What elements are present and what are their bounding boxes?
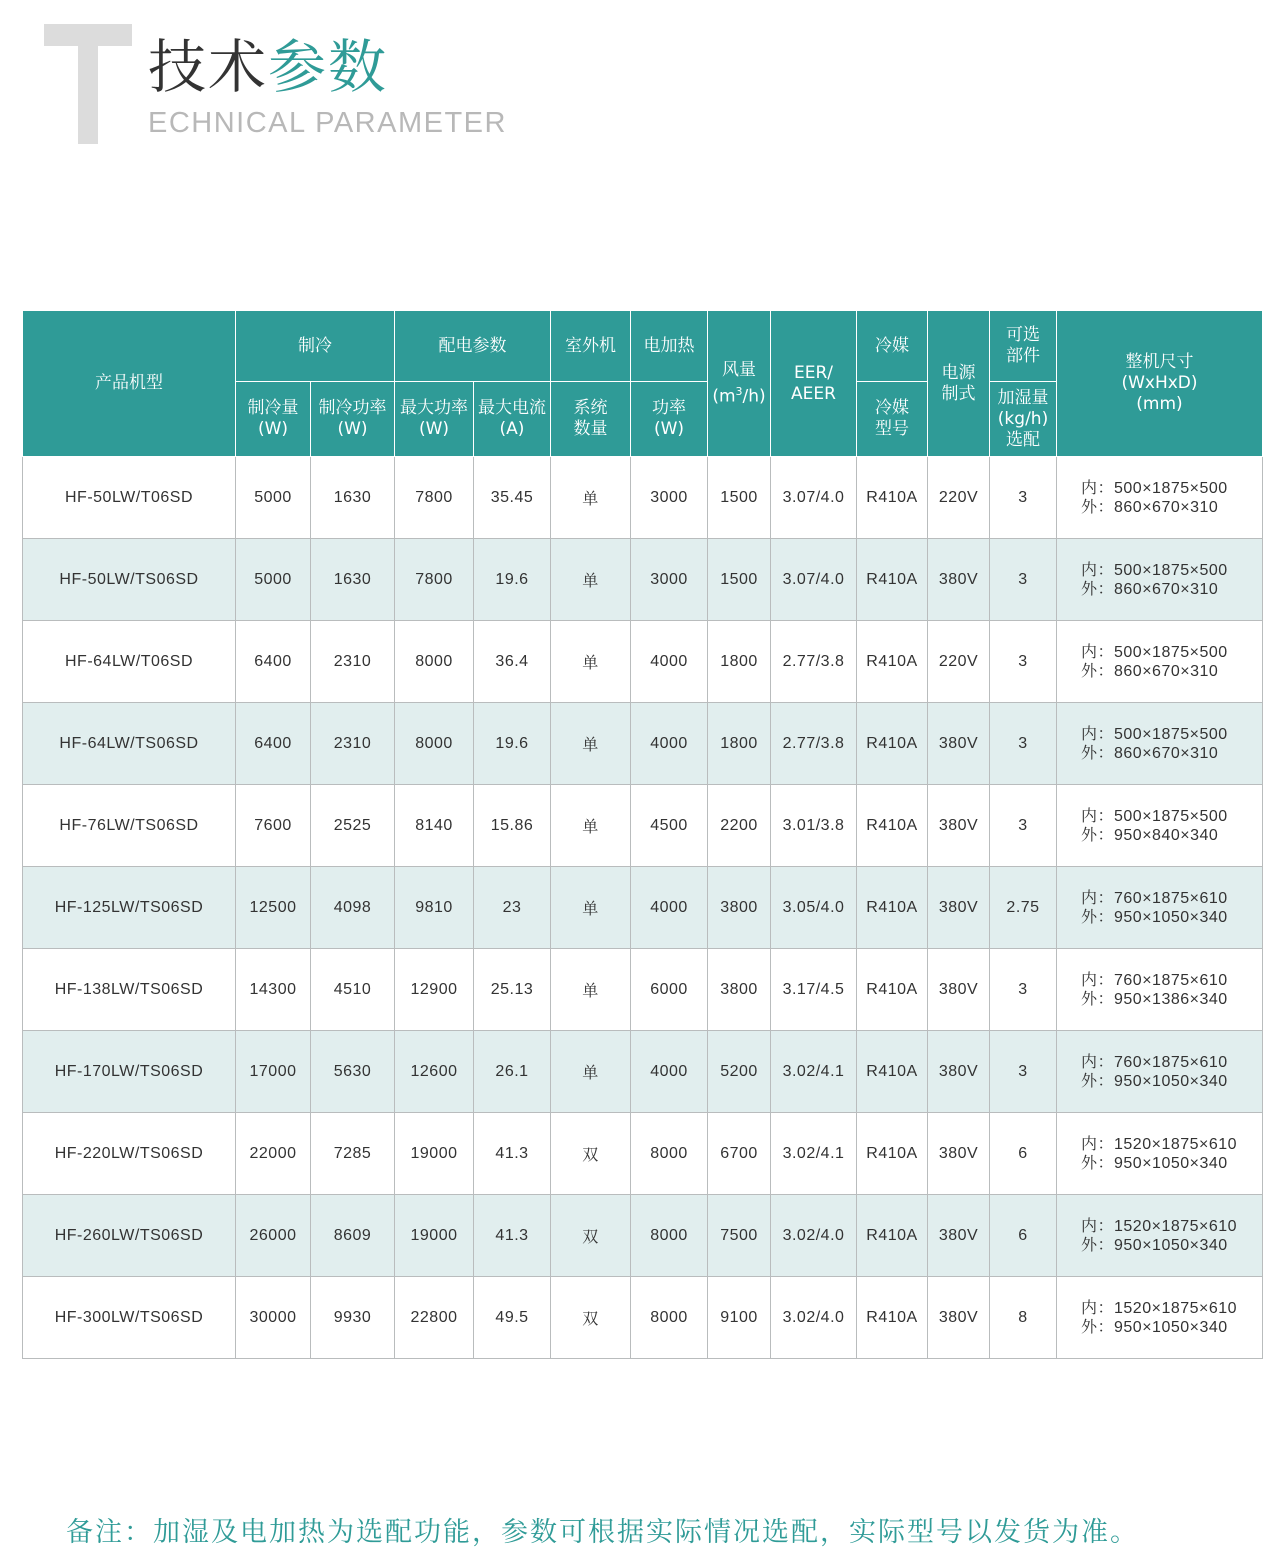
table-row [23, 1195, 1263, 1277]
cell-model: HF-300LW/TS06SD [23, 1277, 236, 1359]
cell-cool-cap: 7600 [236, 785, 311, 867]
dimension-indoor: 内：760×1875×610 [1081, 1053, 1228, 1071]
dimension-outdoor: 外：860×670×310 [1081, 580, 1219, 598]
cell-cool-cap: 6400 [236, 703, 311, 785]
cell-cool-pow: 4098 [311, 867, 395, 949]
cell-air: 3800 [708, 867, 771, 949]
cell-max-pow: 8000 [395, 621, 474, 703]
cell-ref: R410A [857, 1277, 928, 1359]
cell-max-pow: 8140 [395, 785, 474, 867]
cell-ref: R410A [857, 949, 928, 1031]
header-power-distribution: 配电参数 [395, 311, 551, 382]
cell-model: HF-170LW/TS06SD [23, 1031, 236, 1113]
cell-dimensions [1057, 1195, 1263, 1277]
cell-sys: 单 [551, 703, 631, 785]
cell-humid: 3 [990, 1031, 1057, 1113]
cell-humid: 3 [990, 949, 1057, 1031]
cell-max-cur: 36.4 [474, 621, 551, 703]
cell-power: 380V [928, 703, 990, 785]
cell-dimensions [1057, 703, 1263, 785]
cell-eer: 2.77/3.8 [771, 703, 857, 785]
cell-max-pow: 12900 [395, 949, 474, 1031]
cell-power: 380V [928, 1277, 990, 1359]
cell-sys: 双 [551, 1113, 631, 1195]
title-accent-part: 参数 [268, 33, 389, 101]
cell-max-pow: 8000 [395, 703, 474, 785]
dimension-indoor: 内：500×1875×500 [1081, 725, 1228, 743]
cell-max-cur: 41.3 [474, 1113, 551, 1195]
cell-power: 220V [928, 621, 990, 703]
dimension-outdoor: 外：950×1050×340 [1081, 908, 1228, 926]
header-cooling: 制冷 [236, 311, 395, 382]
cell-power: 380V [928, 1113, 990, 1195]
cell-heat: 8000 [631, 1277, 708, 1359]
table-row [23, 703, 1263, 785]
cell-heat: 4500 [631, 785, 708, 867]
cell-air: 6700 [708, 1113, 771, 1195]
table-header [23, 311, 1263, 457]
dimension-outdoor: 外：860×670×310 [1081, 498, 1219, 516]
dimension-outdoor: 外：950×1050×340 [1081, 1072, 1228, 1090]
cell-eer: 3.01/3.8 [771, 785, 857, 867]
cell-cool-cap: 22000 [236, 1113, 311, 1195]
table-row [23, 1277, 1263, 1359]
cell-max-cur: 19.6 [474, 539, 551, 621]
cell-ref: R410A [857, 1113, 928, 1195]
cell-air: 1800 [708, 703, 771, 785]
cell-cool-cap: 30000 [236, 1277, 311, 1359]
cell-dimensions [1057, 457, 1263, 539]
cell-power: 220V [928, 457, 990, 539]
page-header [0, 0, 1280, 160]
cell-cool-cap: 14300 [236, 949, 311, 1031]
cell-eer: 2.77/3.8 [771, 621, 857, 703]
header-refrigerant: 冷媒 [857, 311, 928, 382]
cell-heat: 4000 [631, 867, 708, 949]
cell-max-cur: 49.5 [474, 1277, 551, 1359]
dimension-indoor: 内：1520×1875×610 [1081, 1299, 1238, 1317]
cell-max-cur: 15.86 [474, 785, 551, 867]
cell-sys: 单 [551, 867, 631, 949]
header-power-supply: 电源 制式 [928, 311, 990, 457]
header-outdoor-unit: 室外机 [551, 311, 631, 382]
cell-power: 380V [928, 1031, 990, 1113]
cell-eer: 3.07/4.0 [771, 457, 857, 539]
cell-cool-pow: 1630 [311, 539, 395, 621]
header-eer: EER/ AEER [771, 311, 857, 457]
cell-cool-pow: 2525 [311, 785, 395, 867]
cell-power: 380V [928, 867, 990, 949]
cell-model: HF-64LW/TS06SD [23, 703, 236, 785]
cell-ref: R410A [857, 539, 928, 621]
cell-eer: 3.02/4.0 [771, 1277, 857, 1359]
cell-dimensions [1057, 785, 1263, 867]
cell-humid: 3 [990, 457, 1057, 539]
cell-power: 380V [928, 949, 990, 1031]
table-row [23, 867, 1263, 949]
cell-humid: 3 [990, 703, 1057, 785]
cell-ref: R410A [857, 785, 928, 867]
cell-heat: 3000 [631, 457, 708, 539]
cell-model: HF-125LW/TS06SD [23, 867, 236, 949]
cell-max-pow: 7800 [395, 539, 474, 621]
dimension-outdoor: 外：860×670×310 [1081, 744, 1219, 762]
dimension-indoor: 内：500×1875×500 [1081, 807, 1228, 825]
cell-eer: 3.02/4.1 [771, 1113, 857, 1195]
dimension-indoor: 内：1520×1875×610 [1081, 1217, 1238, 1235]
page-title [148, 32, 388, 102]
table-row [23, 1113, 1263, 1195]
cell-cool-cap: 5000 [236, 457, 311, 539]
cell-dimensions [1057, 1031, 1263, 1113]
cell-model: HF-138LW/TS06SD [23, 949, 236, 1031]
header-max-current: 最大电流 (A) [474, 382, 551, 457]
cell-cool-pow: 7285 [311, 1113, 395, 1195]
cell-air: 5200 [708, 1031, 771, 1113]
dimension-indoor: 内：500×1875×500 [1081, 643, 1228, 661]
cell-humid: 3 [990, 539, 1057, 621]
cell-model: HF-76LW/TS06SD [23, 785, 236, 867]
spec-table [22, 310, 1263, 1359]
cell-humid: 8 [990, 1277, 1057, 1359]
header-heater-power: 功率 (W) [631, 382, 708, 457]
cell-max-cur: 26.1 [474, 1031, 551, 1113]
cell-cool-pow: 9930 [311, 1277, 395, 1359]
header-airflow: 风量 $(m^3/h)$ [708, 311, 771, 457]
cell-cool-pow: 1630 [311, 457, 395, 539]
cell-cool-pow: 2310 [311, 621, 395, 703]
cell-heat: 3000 [631, 539, 708, 621]
spec-table-container [22, 310, 1262, 1359]
cell-sys: 单 [551, 785, 631, 867]
cell-heat: 4000 [631, 1031, 708, 1113]
cell-humid: 6 [990, 1195, 1057, 1277]
cell-humid: 3 [990, 621, 1057, 703]
header-system-count: 系统 数量 [551, 382, 631, 457]
table-row [23, 621, 1263, 703]
dimension-outdoor: 外：950×840×340 [1081, 826, 1219, 844]
table-row [23, 539, 1263, 621]
header-humidifier: 加湿量 (kg/h) 选配 [990, 382, 1057, 457]
cell-cool-cap: 5000 [236, 539, 311, 621]
cell-ref: R410A [857, 1195, 928, 1277]
cell-cool-pow: 5630 [311, 1031, 395, 1113]
cell-ref: R410A [857, 1031, 928, 1113]
cell-ref: R410A [857, 457, 928, 539]
cell-air: 7500 [708, 1195, 771, 1277]
cell-eer: 3.07/4.0 [771, 539, 857, 621]
cell-max-pow: 22800 [395, 1277, 474, 1359]
cell-max-cur: 35.45 [474, 457, 551, 539]
cell-sys: 单 [551, 1031, 631, 1113]
footnote: 备注：加湿及电加热为选配功能，参数可根据实际情况选配，实际型号以发货为准。 [66, 1517, 1139, 1548]
dimension-outdoor: 外：950×1050×340 [1081, 1154, 1228, 1172]
cell-air: 1500 [708, 539, 771, 621]
table-row [23, 457, 1263, 539]
cell-humid: 3 [990, 785, 1057, 867]
header-electric-heater: 电加热 [631, 311, 708, 382]
header-optional-parts: 可选 部件 [990, 311, 1057, 382]
cell-dimensions [1057, 1113, 1263, 1195]
cell-heat: 4000 [631, 703, 708, 785]
cell-power: 380V [928, 539, 990, 621]
cell-sys: 双 [551, 1195, 631, 1277]
table-row [23, 1031, 1263, 1113]
cell-dimensions [1057, 1277, 1263, 1359]
cell-dimensions [1057, 949, 1263, 1031]
cell-model: HF-64LW/T06SD [23, 621, 236, 703]
cell-eer: 3.02/4.1 [771, 1031, 857, 1113]
dimension-outdoor: 外：950×1050×340 [1081, 1236, 1228, 1254]
dimension-outdoor: 外：860×670×310 [1081, 662, 1219, 680]
cell-dimensions [1057, 539, 1263, 621]
cell-max-pow: 12600 [395, 1031, 474, 1113]
cell-ref: R410A [857, 621, 928, 703]
title-dark-part: 技术 [148, 33, 269, 101]
cell-heat: 4000 [631, 621, 708, 703]
header-model: 产品机型 [23, 311, 236, 457]
dimension-indoor: 内：760×1875×610 [1081, 971, 1228, 989]
table-body [23, 457, 1263, 1359]
header-max-power: 最大功率 (W) [395, 382, 474, 457]
cell-max-cur: 41.3 [474, 1195, 551, 1277]
cell-ref: R410A [857, 703, 928, 785]
cell-model: HF-50LW/T06SD [23, 457, 236, 539]
cell-model: HF-260LW/TS06SD [23, 1195, 236, 1277]
cell-air: 1500 [708, 457, 771, 539]
cell-heat: 8000 [631, 1113, 708, 1195]
cell-ref: R410A [857, 867, 928, 949]
cell-sys: 单 [551, 457, 631, 539]
cell-max-pow: 19000 [395, 1113, 474, 1195]
dimension-outdoor: 外：950×1050×340 [1081, 1318, 1228, 1336]
cell-cool-cap: 12500 [236, 867, 311, 949]
dimension-indoor: 内：500×1875×500 [1081, 561, 1228, 579]
cell-cool-pow: 2310 [311, 703, 395, 785]
cell-air: 3800 [708, 949, 771, 1031]
cell-cool-cap: 26000 [236, 1195, 311, 1277]
dimension-indoor: 内：1520×1875×610 [1081, 1135, 1238, 1153]
cell-eer: 3.05/4.0 [771, 867, 857, 949]
cell-model: HF-220LW/TS06SD [23, 1113, 236, 1195]
cell-sys: 单 [551, 621, 631, 703]
cell-humid: 6 [990, 1113, 1057, 1195]
cell-air: 9100 [708, 1277, 771, 1359]
cell-max-pow: 9810 [395, 867, 474, 949]
cell-air: 1800 [708, 621, 771, 703]
header-cooling-power: 制冷功率 (W) [311, 382, 395, 457]
dimension-indoor: 内：500×1875×500 [1081, 479, 1228, 497]
cell-max-pow: 7800 [395, 457, 474, 539]
cell-humid: 2.75 [990, 867, 1057, 949]
cell-dimensions [1057, 867, 1263, 949]
cell-sys: 双 [551, 1277, 631, 1359]
cell-sys: 单 [551, 539, 631, 621]
cell-heat: 6000 [631, 949, 708, 1031]
cell-sys: 单 [551, 949, 631, 1031]
dimension-outdoor: 外：950×1386×340 [1081, 990, 1228, 1008]
cell-cool-pow: 4510 [311, 949, 395, 1031]
header-refrigerant-type: 冷媒 型号 [857, 382, 928, 457]
cell-model: HF-50LW/TS06SD [23, 539, 236, 621]
cell-max-pow: 19000 [395, 1195, 474, 1277]
cell-heat: 8000 [631, 1195, 708, 1277]
header-cooling-capacity: 制冷量 (W) [236, 382, 311, 457]
table-row [23, 785, 1263, 867]
cell-max-cur: 23 [474, 867, 551, 949]
cell-dimensions [1057, 621, 1263, 703]
decorative-t-letter [38, 10, 138, 140]
page-subtitle: ECHNICAL PARAMETER [148, 107, 507, 139]
cell-max-cur: 19.6 [474, 703, 551, 785]
dimension-indoor: 内：760×1875×610 [1081, 889, 1228, 907]
cell-eer: 3.17/4.5 [771, 949, 857, 1031]
cell-power: 380V [928, 1195, 990, 1277]
table-row [23, 949, 1263, 1031]
cell-power: 380V [928, 785, 990, 867]
cell-cool-pow: 8609 [311, 1195, 395, 1277]
cell-max-cur: 25.13 [474, 949, 551, 1031]
cell-cool-cap: 6400 [236, 621, 311, 703]
cell-cool-cap: 17000 [236, 1031, 311, 1113]
header-dimensions: 整机尺寸 (WxHxD) (mm) [1057, 311, 1263, 457]
cell-eer: 3.02/4.0 [771, 1195, 857, 1277]
cell-air: 2200 [708, 785, 771, 867]
